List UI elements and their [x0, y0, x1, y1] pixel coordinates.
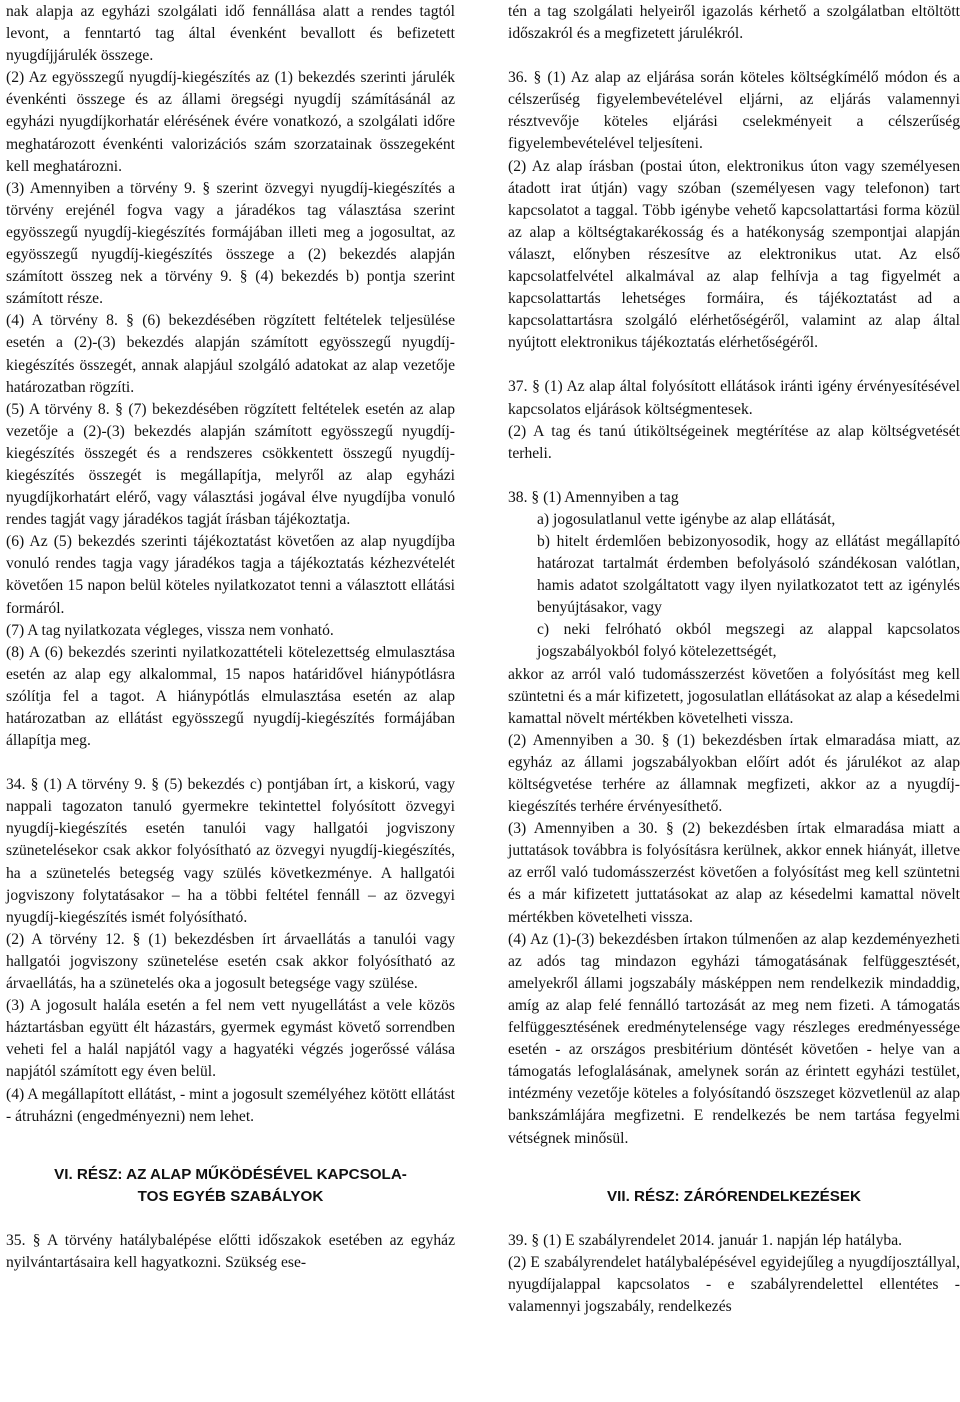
section-39-paragraph-1: 39. § (1) E szabályrendelet 2014. január 1. napján lép hatályba.: [508, 1231, 903, 1249]
section-38-item-b: b) hitelt érdemlően bebizonyosodik, hogy az ellátást megállapító határozat tartalmát érdemben befolyásoló szándékosan valótlan, hamis adatot szolgáltatott vagy ilyen nyilatkozatot tett az igénylés benyújtásakor, vagy: [537, 532, 960, 617]
right-column: [508, 1, 960, 1318]
section-36-paragraph-1: 36. § (1) Az alap az eljárása során köteles költségkímélő módon és a célszerűség figyelembevételével eljárni, az eljárás valamennyi résztvevője köteles eljárási cselekményeit a célszerűség figyelembevételével teljesíteni.: [508, 69, 960, 153]
paragraph-33-8: (8) A (6) bekezdés szerinti nyilatkozattételi kötelezettség elmulasztása esetén az alap egy alkalommal, 15 napos határidővel hiánypótlásra szólítja fel a tagot. A hiánypótlás elmulasztása esetén az alap határozatban az ellátást egyösszegű nyugdíj-kiegészítés formájában állapítja meg.: [6, 643, 455, 750]
section-spacer: [6, 1128, 455, 1164]
section-34-paragraph-2: (2) A törvény 12. § (1) bekezdésben írt árvaellátás a tanulói vagy hallgatói jogviszony szünetelése esetén csak akkor folyósítható az árvaellátás, ha a szünetelés oka a jogosult betegsége vagy szülése.: [6, 930, 455, 993]
left-column: [6, 1, 455, 1274]
part-6-heading-line-2: TOS EGYÉB SZABÁLYOK: [137, 1187, 324, 1205]
paragraph-33-2: (2) Az egyösszegű nyugdíj-kiegészítés az (1) bekezdés szerinti járulék évenkénti összege és az állami öregségi nyugdíj számításánál az egyházi nyugdíjkorhatár elérésének évére vonatkozó, a szolgálati időre meghatározott évenkénti valorizációs szám szorzatainak összegeként kell meghatározni.: [6, 69, 455, 175]
section-spacer: [508, 45, 960, 67]
paragraph-contribution-base: nak alapja az egyházi szolgálati idő fennállása alatt a rendes tagtól levont, a fenntartó tag által évenként bevallott és befizetett nyugdíjjárulék összege.: [6, 3, 455, 65]
paragraph-33-7: (7) A tag nyilatkozata végleges, vissza nem vonható.: [6, 621, 334, 639]
part-6-heading-line-1: VI. RÉSZ: AZ ALAP MŰKÖDÉSÉVEL KAPCSOLA-: [54, 1165, 407, 1183]
section-38-item-c: c) neki felróható okból megszegi az alappal kapcsolatos jogszabályokból folyó kötelezettségét,: [537, 621, 960, 661]
paragraph-33-3: (3) Amennyiben a törvény 9. § szerint özvegyi nyugdíj-kiegészítés a törvény erejénél fogva vagy a járadékos tag választása szerint egyösszegű nyugdíj-kiegészítés formájában illeti meg a jogosultat, az egyösszegű nyugdíj-kiegészítés összege a (2) bekezdés alapján számított összeg nek a törvény 9. § (4) bekezdés b) pontja szerint számított része.: [6, 179, 455, 308]
section-34-paragraph-4: (4) A megállapított ellátást, - mint a jogosult személyéhez kötött ellátást - átruházni (engedményezni) nem lehet.: [6, 1085, 455, 1125]
section-spacer: [508, 465, 960, 487]
section-spacer: [6, 752, 455, 774]
paragraph-33-4: (4) A törvény 8. § (6) bekezdésében rögzített feltételek teljesülése esetén a (2)-(3) bekezdés alapján számított egyösszegű nyugdíj-kiegészítés összegét, annak alapjául szolgáló adatokat az alap vezetője határozatban rögzíti.: [6, 312, 455, 396]
section-35-continuation: tén a tag szolgálati helyeiről igazolás kérhető a szolgálatban eltöltött időszakról és a megfizetett járulékról.: [508, 3, 960, 43]
section-spacer: [508, 1208, 960, 1230]
paragraph-33-6: (6) Az (5) bekezdés szerinti tájékoztatást követően az alap nyugdíjba vonuló rendes tagja vagy járadékos tagja a tájékoztatás kézhezvételét követően 15 napon belül köteles nyilatkozatot tenni a választott ellátási formáról.: [6, 533, 455, 617]
section-spacer: [508, 354, 960, 376]
section-36-paragraph-2: (2) Az alap írásban (postai úton, elektronikus úton vagy személyesen átadott irat útján) vagy szóban (személyesen vagy telefonon) tart kapcsolatot a taggal. Több igénybe vehető kapcsolattartási forma közül az alap a költségtakarékosság és a hatékonyság szempontjai alapján választ, előnyben részesítve az elektronikus utat. Az első kapcsolatfelvétel alkalmával az alap felhívja a tag figyelmét a kapcsolattartás lehetséges formáira, és tájékoztatást ad a kapcsolattartásra szolgáló elérhetőségéről, valamint az alap által nyújtott elektronikus tájékoztatás elérhetőségéről.: [508, 157, 960, 352]
section-38-consequence: akkor az arról való tudomásszerzést követően a folyósítást meg kell szüntetni és a már kifizetett, jogosulatlan ellátásokat az alap a késedelmi kamattal növelt mértékben követelheti vissza.: [508, 665, 960, 727]
section-37-paragraph-2: (2) A tag és tanú útiköltségeinek megtérítése az alap költségvetését terheli.: [508, 422, 960, 462]
section-39-paragraph-2: (2) E szabályrendelet hatálybalépésével egyidejűleg a nyugdíjosztállyal, nyugdíjalappal kapcsolatos - e szabályrendelettel ellentétes - valamennyi jogszabály, rendelkezés: [508, 1253, 960, 1315]
section-34-paragraph-3: (3) A jogosult halála esetén a fel nem vett nyugellátást a vele közös háztartásban együtt élt házastárs, gyermek egymást követő sorrendben veheti fel a halál napjától vagy a hagyatéki végzés jogerőssé válása napjától számított egy éven belül.: [6, 997, 455, 1081]
section-38-paragraph-3: (3) Amennyiben a 30. § (2) bekezdésben írtak elmaradása miatt a juttatások továbbra is folyósításra kerülnek, akkor ennek hiányát, illetve az erről való tudomásszerzést követően a folyósítást meg kell szüntetni és a már kifizetett juttatásokat az alap az késedelmi kamattal növelt mértékben követelheti vissza.: [508, 820, 960, 926]
paragraph-33-5: (5) A törvény 8. § (7) bekezdésében rögzített feltételek esetén az alap vezetője a (2)-(3) bekezdés alapján számított egyösszegű nyugdíj-kiegészítés összegét és a rendszeres csökkentett összegű nyugdíj-kiegészítés összegét is megállapítja, melyről az alap egyházi nyugdíjkorhatárt elérő, vagy választási jogával élve nyugdíjba vonuló rendes tagját vagy járadékos tagját írásban tájékoztatja.: [6, 400, 455, 529]
section-spacer: [508, 1150, 960, 1186]
section-spacer: [6, 1208, 455, 1230]
section-35-paragraph-1: 35. § A törvény hatálybalépése előtti időszakok esetében az egyház nyilvántartásaira kell hagyatkozni. Szükség ese-: [6, 1231, 455, 1271]
section-38-paragraph-2: (2) Amennyiben a 30. § (1) bekezdésben írtak elmaradása miatt, az egyház az állami jogszabályokban előírt adót és járulékot az alap költségvetése terhére az államnak megfizeti, akkor az a nyugdíj-kiegészítés terhére érvényesíthető.: [508, 731, 960, 816]
section-37-paragraph-1: 37. § (1) Az alap által folyósított ellátások iránti igény érvényesítésével kapcsolatos eljárások költségmentesek.: [508, 378, 960, 418]
section-38-item-a: a) jogosulatlanul vette igénybe az alap ellátását,: [537, 510, 836, 528]
part-7-heading: VII. RÉSZ: ZÁRÓRENDELKEZÉSEK: [607, 1187, 861, 1205]
section-38-paragraph-1: 38. § (1) Amennyiben a tag: [508, 488, 679, 506]
section-38-paragraph-4: (4) Az (1)-(3) bekezdésben írtakon túlmenően az alap kezdeményezheti az adós tag mindazon egyházi támogatásának felfüggesztését, amelyekről állami jogszabály másképpen nem rendelkezik mindaddig, amíg az alap felé fennálló tartozását az meg nem fizeti. A támogatás felfüggesztésének eredménytelensége vagy részleges eredményessége esetén - az országos presbitérium döntését követően - helye van a támogatás lefoglalásának, amelynek során az érintett egyházi testület, intézmény vezetője köteles a folyósítandó öszszeget közvetlenül az alap bankszámlájára megfizetni. E rendelkezés be nem tartása fegyelmi vétségnek minősül.: [508, 930, 960, 1147]
section-34-paragraph-1: 34. § (1) A törvény 9. § (5) bekezdés c) pontjában írt, a kiskorú, vagy nappali tagozaton tanuló gyermekre tekintettel folyósított özvegyi nyugdíj-kiegészítés esetén tanulói vagy hallgatói jogviszony szünetelésekor csak akkor folyósítható az özvegyi nyugdíj-kiegészítés, ha a szünetelés betegség vagy szülés következménye. A hallgatói jogviszony folytatásakor – ha a többi feltétel fennáll – az özvegyi nyugdíj-kiegészítés ismét folyósítható.: [6, 776, 455, 926]
